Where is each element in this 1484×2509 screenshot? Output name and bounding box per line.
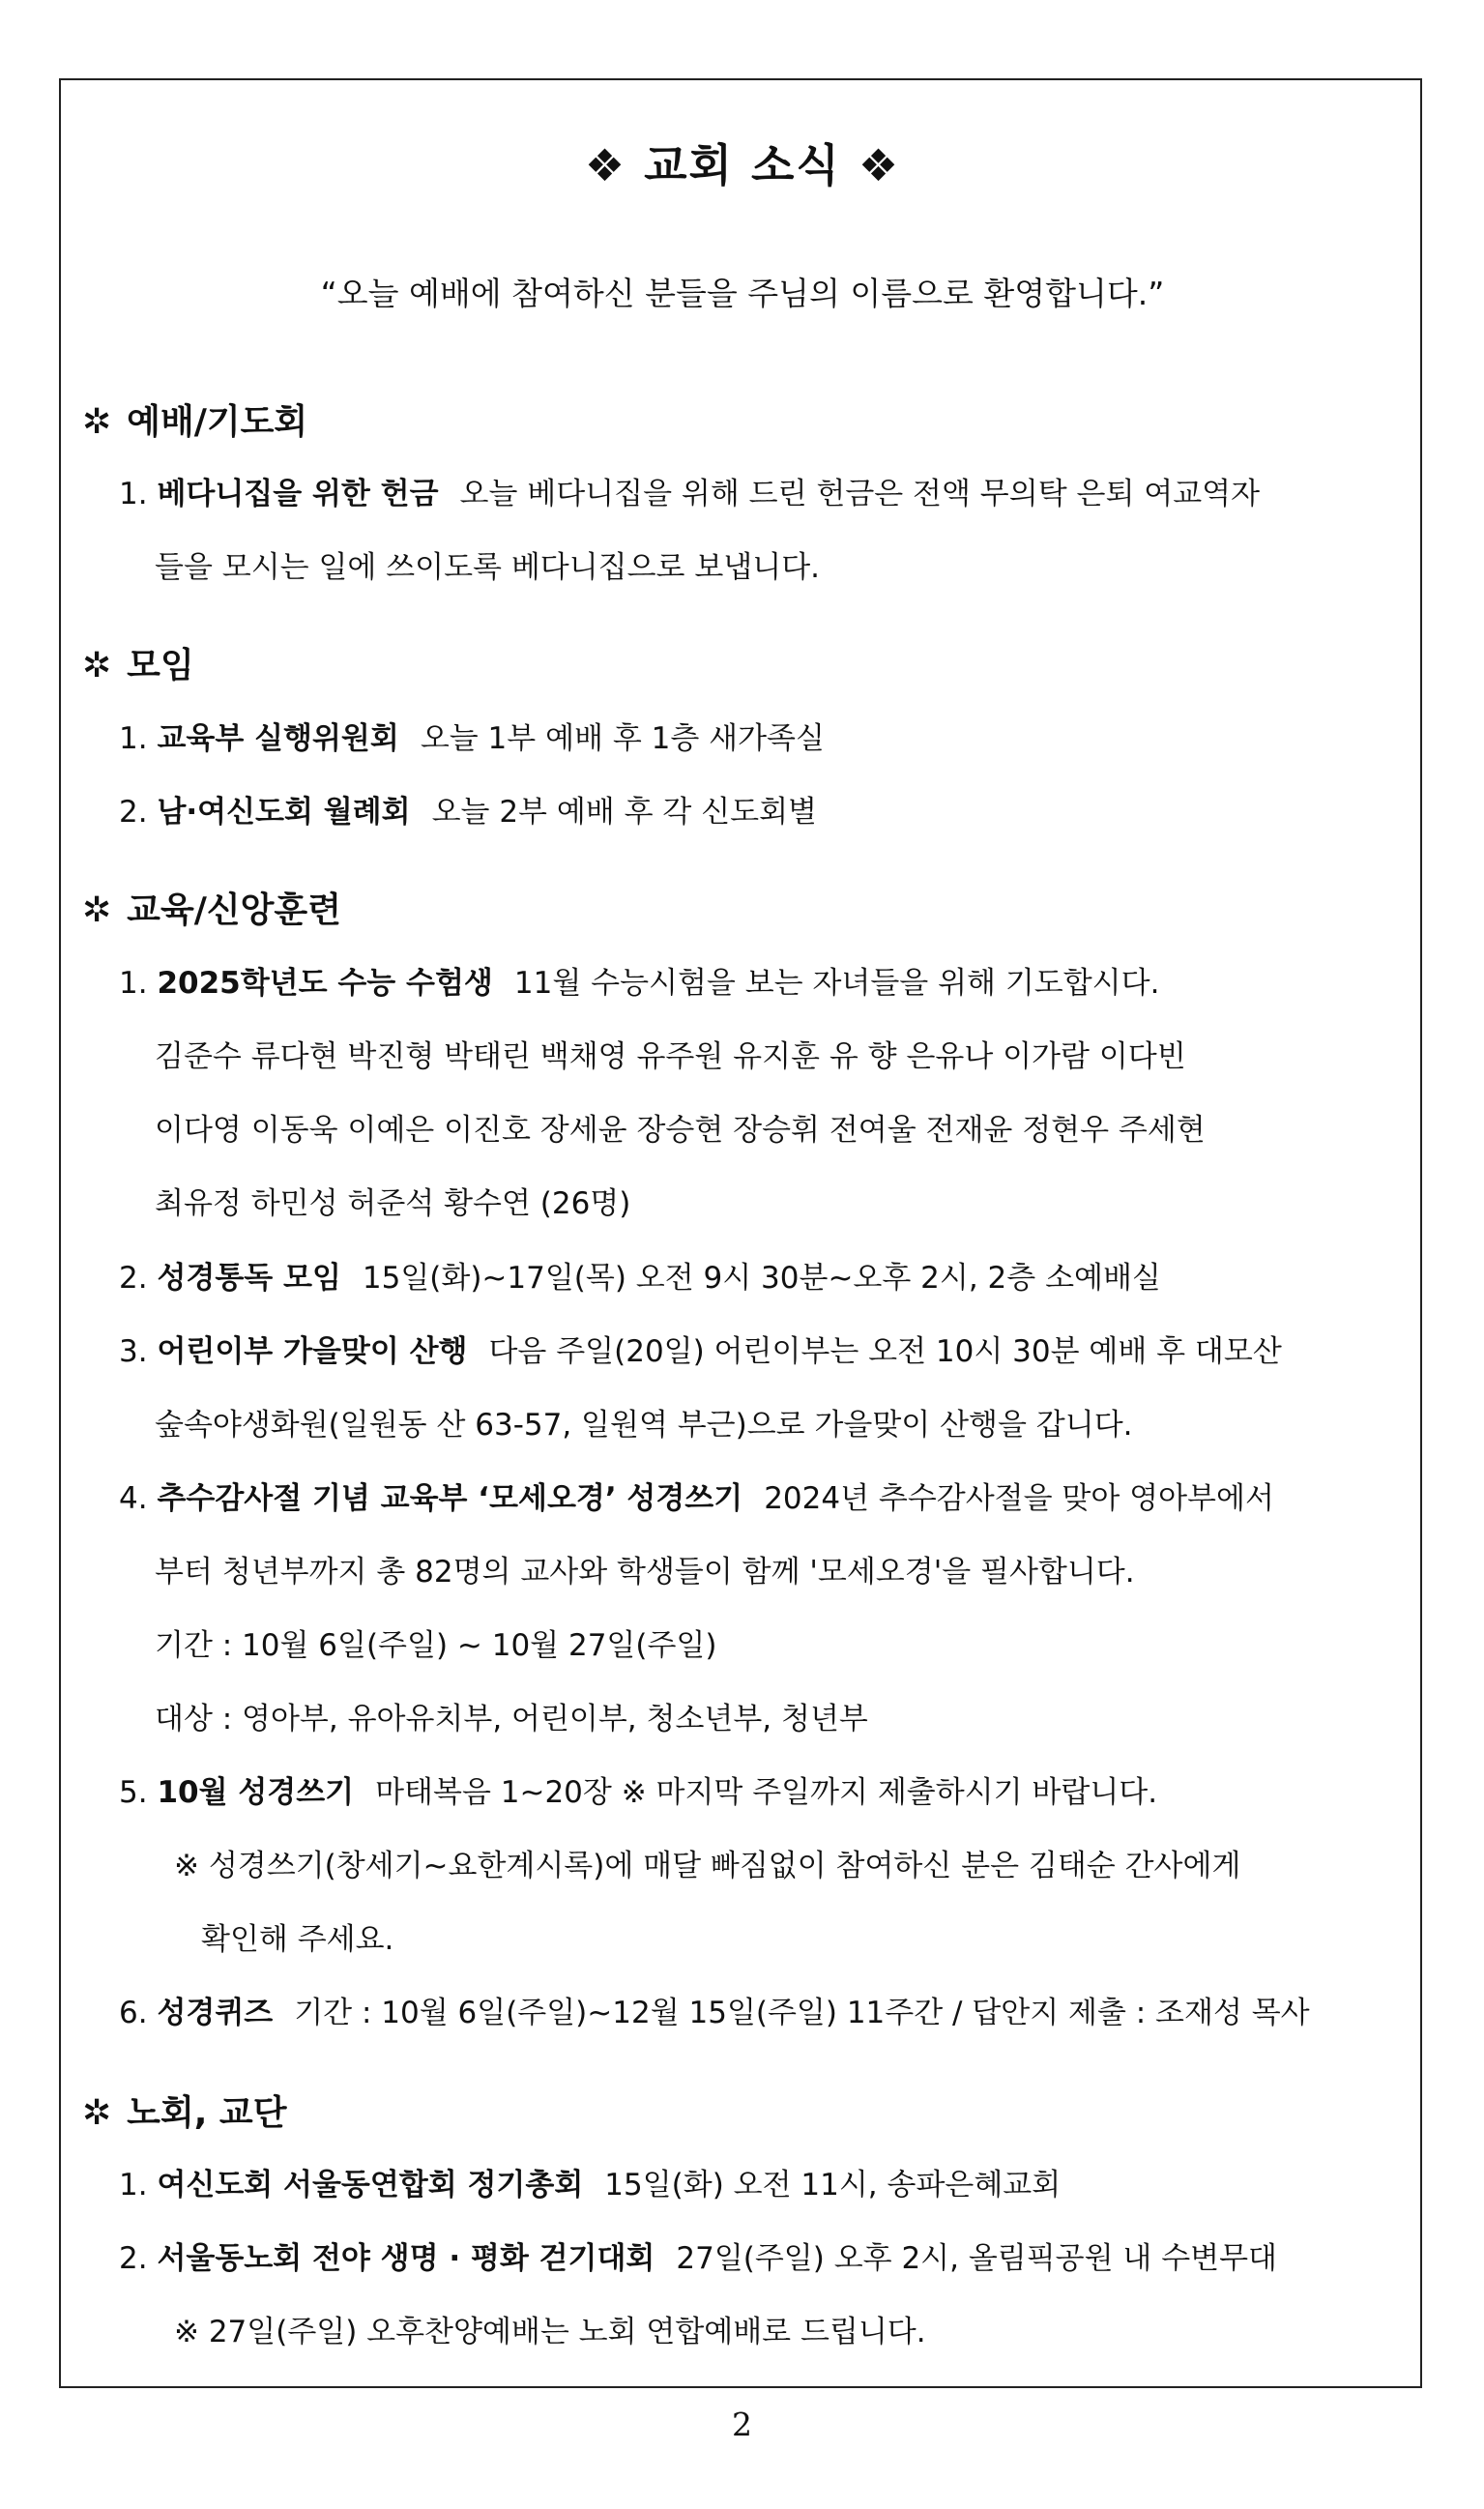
section-heading-meetings: ✲ 모임 — [82, 646, 194, 686]
note-line: ※ 성경쓰기(창세기~요한계시록)에 매달 빠짐없이 참여하신 분은 김태순 간사에게 — [174, 1849, 1241, 1883]
section-heading-education: ✲ 교육/신앙훈련 — [82, 890, 341, 930]
list-item-continued: 숲속야생화원(일원동 산 63-57, 일원역 부근)으로 가을맞이 산행을 갑니다. — [155, 1408, 1133, 1443]
section-heading-worship: ✲ 예배/기도회 — [82, 402, 308, 442]
section-heading-presbytery: ✲ 노회, 교단 — [82, 2093, 287, 2133]
welcome-message: “오늘 예배에 참여하신 분들을 주님의 이름으로 환영합니다.” — [320, 275, 1165, 312]
page-number: 2 — [732, 2406, 752, 2443]
list-item: 5. 10월 성경쓰기 마태복음 1~20장 ※ 마지막 주일까지 제출하시기 바랍니다. — [119, 1775, 1158, 1810]
list-item: 2. 서울동노회 전야 생명 · 평화 걷기대회 27일(주일) 오후 2시, 올림픽공원 내 수변무대 — [119, 2241, 1277, 2276]
news-box — [59, 78, 1422, 2388]
list-item: 1. 여신도회 서울동연합회 정기총회 15일(화) 오전 11시, 송파은혜교회 — [119, 2168, 1062, 2203]
note-line: 확인해 주세요. — [201, 1922, 394, 1957]
target-line: 대상 : 영아부, 유아유치부, 어린이부, 청소년부, 청년부 — [155, 1702, 868, 1736]
list-item-continued: 부터 청년부까지 총 82명의 교사와 학생들이 함께 '모세오경'을 필사합니다. — [155, 1555, 1135, 1590]
list-item: 1. 2025학년도 수능 수험생 11월 수능시험을 보는 자녀들을 위해 기도합시다. — [119, 966, 1160, 1001]
list-item: 1. 교육부 실행위원회 오늘 1부 예배 후 1층 새가족실 — [119, 721, 825, 756]
asterisk-icon: ✲ — [82, 2093, 112, 2133]
list-item: 2. 성경통독 모임 15일(화)~17일(목) 오전 9시 30분~오후 2시, 2층 소예배실 — [119, 1261, 1161, 1296]
note-line: ※ 27일(주일) 오후찬양예배는 노회 연합예배로 드립니다. — [174, 2315, 926, 2349]
list-item: 2. 남·여신도회 월례회 오늘 2부 예배 후 각 신도회별 — [119, 795, 817, 830]
asterisk-icon: ✲ — [82, 646, 112, 686]
student-names: 김준수 류다현 박진형 박태린 백채영 유주원 유지훈 유 향 은유나 이가람 이다빈 — [155, 1039, 1186, 1074]
list-item-continued: 들을 모시는 일에 쓰이도록 베다니집으로 보냅니다. — [155, 550, 820, 585]
list-item: 1. 베다니집을 위한 헌금 오늘 베다니집을 위해 드린 헌금은 전액 무의탁 은퇴 여교역자 — [119, 477, 1261, 511]
list-item: 6. 성경퀴즈 기간 : 10월 6일(주일)~12월 15일(주일) 11주간 / 답안지 제출 : 조재성 목사 — [119, 1996, 1310, 2030]
asterisk-icon: ✲ — [82, 890, 112, 930]
page-title: ❖ 교회 소식 ❖ — [584, 139, 901, 191]
asterisk-icon: ✲ — [82, 402, 112, 442]
student-names: 최유정 하민성 허준석 황수연 (26명) — [155, 1186, 631, 1221]
list-item: 3. 어린이부 가을맞이 산행 다음 주일(20일) 어린이부는 오전 10시 30분 예배 후 대모산 — [119, 1334, 1282, 1369]
period-line: 기간 : 10월 6일(주일) ~ 10월 27일(주일) — [155, 1628, 717, 1663]
list-item: 4. 추수감사절 기념 교육부 ‘모세오경’ 성경쓰기 2024년 추수감사절을 맞아 영아부에서 — [119, 1481, 1274, 1516]
student-names: 이다영 이동욱 이예은 이진호 장세윤 장승현 장승휘 전여울 전재윤 정현우 주세현 — [155, 1113, 1206, 1148]
